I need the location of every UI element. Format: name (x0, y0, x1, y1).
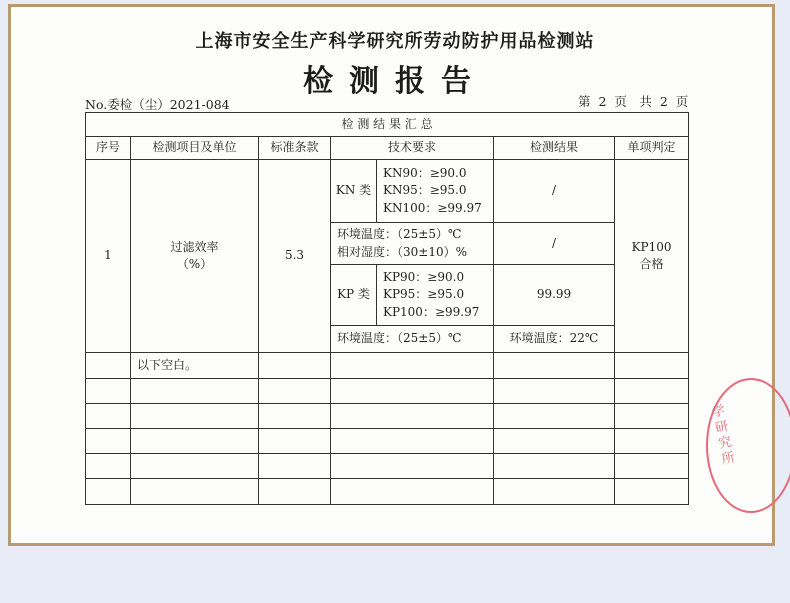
kn-req-2: KN95：≥95.0 (383, 183, 467, 198)
header-requirement: 技术要求 (331, 137, 494, 160)
blank-cell (331, 353, 494, 379)
kn-requirements (377, 160, 494, 223)
document-number: No.委检（尘）2021-084 (85, 97, 230, 112)
report-title: 检测报告 (303, 64, 487, 99)
results-table (85, 112, 689, 505)
empty-row (86, 429, 689, 454)
kp-requirements (377, 265, 494, 326)
header-clause: 标准条款 (259, 137, 331, 160)
blank-cell (86, 454, 131, 479)
blank-cell (331, 429, 494, 454)
verdict-line-1: KP100 (631, 239, 672, 254)
env-requirements (331, 223, 494, 265)
blank-cell (494, 379, 615, 404)
env-result: / (494, 223, 615, 265)
blank-cell (86, 479, 131, 505)
clause-cell: 5.3 (259, 160, 331, 353)
blank-cell (494, 454, 615, 479)
blank-cell (494, 429, 615, 454)
kn-req-3: KN100：≥99.97 (383, 200, 482, 215)
blank-cell (131, 479, 259, 505)
empty-row (86, 479, 689, 505)
kn-result: / (494, 160, 615, 223)
blank-cell (259, 479, 331, 505)
kp-result: 99.99 (494, 265, 615, 326)
blank-cell (331, 454, 494, 479)
header-result: 检测结果 (494, 137, 615, 160)
empty-row (86, 454, 689, 479)
blank-cell (615, 404, 689, 429)
blank-cell (259, 429, 331, 454)
verdict-line-2: 合格 (639, 257, 664, 271)
seq-cell: 1 (86, 160, 131, 353)
blank-cell (331, 479, 494, 505)
blank-cell (131, 379, 259, 404)
env-req-1: 环境温度：（25±5）℃ (337, 227, 462, 242)
env-req-2: 相对湿度：（30±10）% (337, 244, 467, 259)
blank-cell (259, 353, 331, 379)
blank-note: 以下空白。 (131, 353, 259, 379)
kn-req-1: KN90：≥90.0 (383, 165, 467, 180)
verdict-cell (615, 160, 689, 353)
empty-row (86, 404, 689, 429)
blank-cell (615, 454, 689, 479)
blank-cell (494, 479, 615, 505)
kn-class-label: KN 类 (331, 160, 377, 223)
blank-cell (331, 404, 494, 429)
temp-requirement: 环境温度：（25±5）℃ (331, 326, 494, 353)
kp-class-label: KP 类 (331, 265, 377, 326)
seal-text: 学研究所 (707, 403, 736, 469)
item-line-1: 过滤效率 (170, 239, 219, 254)
page-info: 第 2 页 共 2 页 (578, 94, 689, 109)
header-seq: 序号 (86, 137, 131, 160)
blank-cell (259, 454, 331, 479)
blank-cell (494, 353, 615, 379)
table-caption: 检 测 结 果 汇 总 (86, 113, 689, 137)
blank-cell (86, 429, 131, 454)
institution-name: 上海市安全生产科学研究所劳动防护用品检测站 (195, 31, 595, 52)
kp-req-3: KP100：≥99.97 (383, 304, 480, 319)
empty-row (86, 379, 689, 404)
blank-cell (131, 429, 259, 454)
blank-cell (331, 379, 494, 404)
temp-result: 环境温度：22℃ (494, 326, 615, 353)
blank-cell (131, 404, 259, 429)
header-verdict: 单项判定 (615, 137, 689, 160)
blank-cell (86, 353, 131, 379)
blank-cell (494, 404, 615, 429)
kp-req-2: KP95：≥95.0 (383, 287, 465, 302)
blank-cell (86, 379, 131, 404)
item-line-2: （%） (176, 257, 213, 271)
blank-cell (259, 379, 331, 404)
item-cell (131, 160, 259, 353)
blank-cell (615, 379, 689, 404)
header-item: 检测项目及单位 (131, 137, 259, 160)
kp-req-1: KP90：≥90.0 (383, 269, 465, 284)
blank-cell (259, 404, 331, 429)
blank-cell (615, 429, 689, 454)
blank-cell (615, 353, 689, 379)
blank-cell (86, 404, 131, 429)
blank-cell (615, 479, 689, 505)
blank-cell (131, 454, 259, 479)
